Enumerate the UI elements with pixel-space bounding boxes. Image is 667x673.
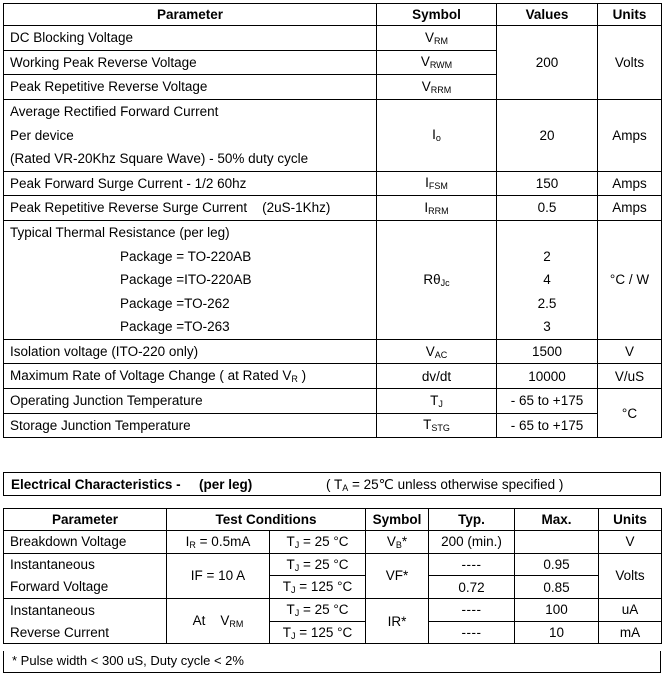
value-isolation: 1500 <box>497 339 598 364</box>
electrical-title: Electrical Characteristics - <box>11 477 181 492</box>
unit-dvdt: V/uS <box>598 364 662 389</box>
param-pkg-to263: Package =TO-263 <box>4 315 377 339</box>
table-row <box>4 364 662 389</box>
table-row <box>4 599 662 622</box>
ec-cond-if: IF = 10 A <box>167 553 270 598</box>
param-surge: Peak Forward Surge Current - 1/2 60hz <box>4 171 377 196</box>
unit-rep-surge: Amps <box>598 196 662 221</box>
param-rep-surge: Peak Repetitive Reverse Surge Current (2uS-1Khz) <box>4 196 377 221</box>
value-surge: 150 <box>497 171 598 196</box>
header-values: Values <box>497 4 598 26</box>
symbol-vac: $V_{AC}$ <box>377 339 497 364</box>
electrical-conditions-note: ( $T_A$ = 25℃ unless otherwise specified ) <box>326 477 564 493</box>
value-pkg-ito220ab: 4 <box>497 268 598 292</box>
ec-max-ir-25: 100 <box>515 599 599 622</box>
symbol-vrwm: $V_{RWM}$ <box>377 50 497 75</box>
ec-typ-vf-125: 0.72 <box>429 576 515 599</box>
maximum-ratings-table <box>3 3 662 438</box>
table-row <box>4 292 662 316</box>
ec-max-ir-125: 10 <box>515 621 599 644</box>
value-operating-junction: - 65 to +175 <box>497 388 598 413</box>
symbol-vrrm: $V_{RRM}$ <box>377 75 497 100</box>
header-symbol: Symbol <box>377 4 497 26</box>
value-storage-junction: - 65 to +175 <box>497 413 598 438</box>
table-row <box>4 196 662 221</box>
table-row <box>4 413 662 438</box>
value-pkg-to262: 2.5 <box>497 292 598 316</box>
ec-unit-breakdown: V <box>599 531 662 554</box>
ec-cond-ir-tj25: $T_J = 25$ °C <box>270 599 366 622</box>
table-row <box>4 531 662 554</box>
table-row <box>4 339 662 364</box>
ec-param-vf-2: Forward Voltage <box>4 576 167 599</box>
value-rep-surge: 0.5 <box>497 196 598 221</box>
ec-header-symbol: Symbol <box>366 509 429 531</box>
ec-symbol-vb: $V_B*$ <box>366 531 429 554</box>
ec-cond-tj: $T_J = 25$ °C <box>270 531 366 554</box>
table-row <box>4 99 662 123</box>
ec-max-vf-25: 0.95 <box>515 553 599 576</box>
ec-param-ir-2: Reverse Current <box>4 621 167 644</box>
ec-header-max: Max. <box>515 509 599 531</box>
ec-header-typ: Typ. <box>429 509 515 531</box>
symbol-dvdt: dv/dt <box>377 364 497 389</box>
ec-max-vf-125: 0.85 <box>515 576 599 599</box>
table-row <box>4 388 662 413</box>
table-row <box>4 26 662 51</box>
ec-cond-vf-tj125: $T_J = 125$ °C <box>270 576 366 599</box>
param-peak-repetitive: Peak Repetitive Reverse Voltage <box>4 75 377 100</box>
ec-header-units: Units <box>599 509 662 531</box>
value-dvdt: 10000 <box>497 364 598 389</box>
table-row <box>4 621 662 644</box>
footnote: * Pulse width < 300 uS, Duty cycle < 2% <box>3 651 661 673</box>
ec-param-ir-1: Instantaneous <box>4 599 167 622</box>
unit-temperature: °C <box>598 388 662 437</box>
ec-cond-vrm: At $V_{RM}$ <box>167 599 270 644</box>
param-isolation: Isolation voltage (ITO-220 only) <box>4 339 377 364</box>
table-row <box>4 244 662 268</box>
ec-header-test-conditions: Test Conditions <box>167 509 366 531</box>
header-units: Units <box>598 4 662 26</box>
ec-symbol-vf: VF* <box>366 553 429 598</box>
unit-avg-rectified: Amps <box>598 99 662 171</box>
param-storage-junction: Storage Junction Temperature <box>4 413 377 438</box>
table-row <box>4 220 662 244</box>
table-row <box>4 576 662 599</box>
value-voltage: 200 <box>497 26 598 100</box>
unit-surge: Amps <box>598 171 662 196</box>
table-row <box>4 315 662 339</box>
unit-thermal: °C / W <box>598 220 662 339</box>
symbol-ifsm: $I_{FSM}$ <box>377 171 497 196</box>
param-avg-rectified-3: (Rated VR-20Khz Square Wave) - 50% duty cycle <box>4 147 377 171</box>
param-thermal-title: Typical Thermal Resistance (per leg) <box>4 220 377 244</box>
ec-typ-ir-25: ---- <box>429 599 515 622</box>
symbol-irrm: $I_{RRM}$ <box>377 196 497 221</box>
symbol-tj: $T_J$ <box>377 388 497 413</box>
electrical-per-leg: (per leg) <box>199 477 253 492</box>
ec-cond-ir: $I_R = 0.5mA$ <box>167 531 270 554</box>
table-row <box>4 553 662 576</box>
symbol-tstg: $T_{STG}$ <box>377 413 497 438</box>
ec-cond-vf-tj25: $T_J = 25$ °C <box>270 553 366 576</box>
header-parameter: Parameter <box>4 4 377 26</box>
value-avg-rectified: 20 <box>497 99 598 171</box>
ec-typ-vf-25: ---- <box>429 553 515 576</box>
table-row <box>4 268 662 292</box>
ec-typ-ir-125: ---- <box>429 621 515 644</box>
param-pkg-to220ab: Package = TO-220AB <box>4 244 377 268</box>
value-thermal-blank <box>497 220 598 244</box>
ec-unit-ir-125: mA <box>599 621 662 644</box>
unit-volts: Volts <box>598 26 662 100</box>
param-working-peak: Working Peak Reverse Voltage <box>4 50 377 75</box>
electrical-characteristics-table <box>3 508 662 644</box>
value-pkg-to220ab: 2 <box>497 244 598 268</box>
ec-param-breakdown: Breakdown Voltage <box>4 531 167 554</box>
param-dvdt: Maximum Rate of Voltage Change ( at Rated $V_R$ ) <box>4 364 377 389</box>
ec-param-vf-1: Instantaneous <box>4 553 167 576</box>
ec-unit-vf: Volts <box>599 553 662 598</box>
ec-typ-breakdown: 200 (min.) <box>429 531 515 554</box>
ec-cond-ir-tj125: $T_J = 125$ °C <box>270 621 366 644</box>
ec-symbol-ir: IR* <box>366 599 429 644</box>
ec-max-breakdown <box>515 531 599 554</box>
table-row <box>4 171 662 196</box>
symbol-io: $I_o$ <box>377 99 497 171</box>
value-pkg-to263: 3 <box>497 315 598 339</box>
ec-header-parameter: Parameter <box>4 509 167 531</box>
symbol-rthjc: $R\theta_{Jc}$ <box>377 220 497 339</box>
param-avg-rectified-2: Per device <box>4 123 377 147</box>
unit-isolation: V <box>598 339 662 364</box>
electrical-characteristics-header <box>3 472 661 496</box>
symbol-vrm: $V_{RM}$ <box>377 26 497 51</box>
param-operating-junction: Operating Junction Temperature <box>4 388 377 413</box>
ec-unit-ir-25: uA <box>599 599 662 622</box>
param-dc-blocking: DC Blocking Voltage <box>4 26 377 51</box>
param-avg-rectified-1: Average Rectified Forward Current <box>4 99 377 123</box>
param-pkg-to262: Package =TO-262 <box>4 292 377 316</box>
param-pkg-ito220ab: Package =ITO-220AB <box>4 268 377 292</box>
